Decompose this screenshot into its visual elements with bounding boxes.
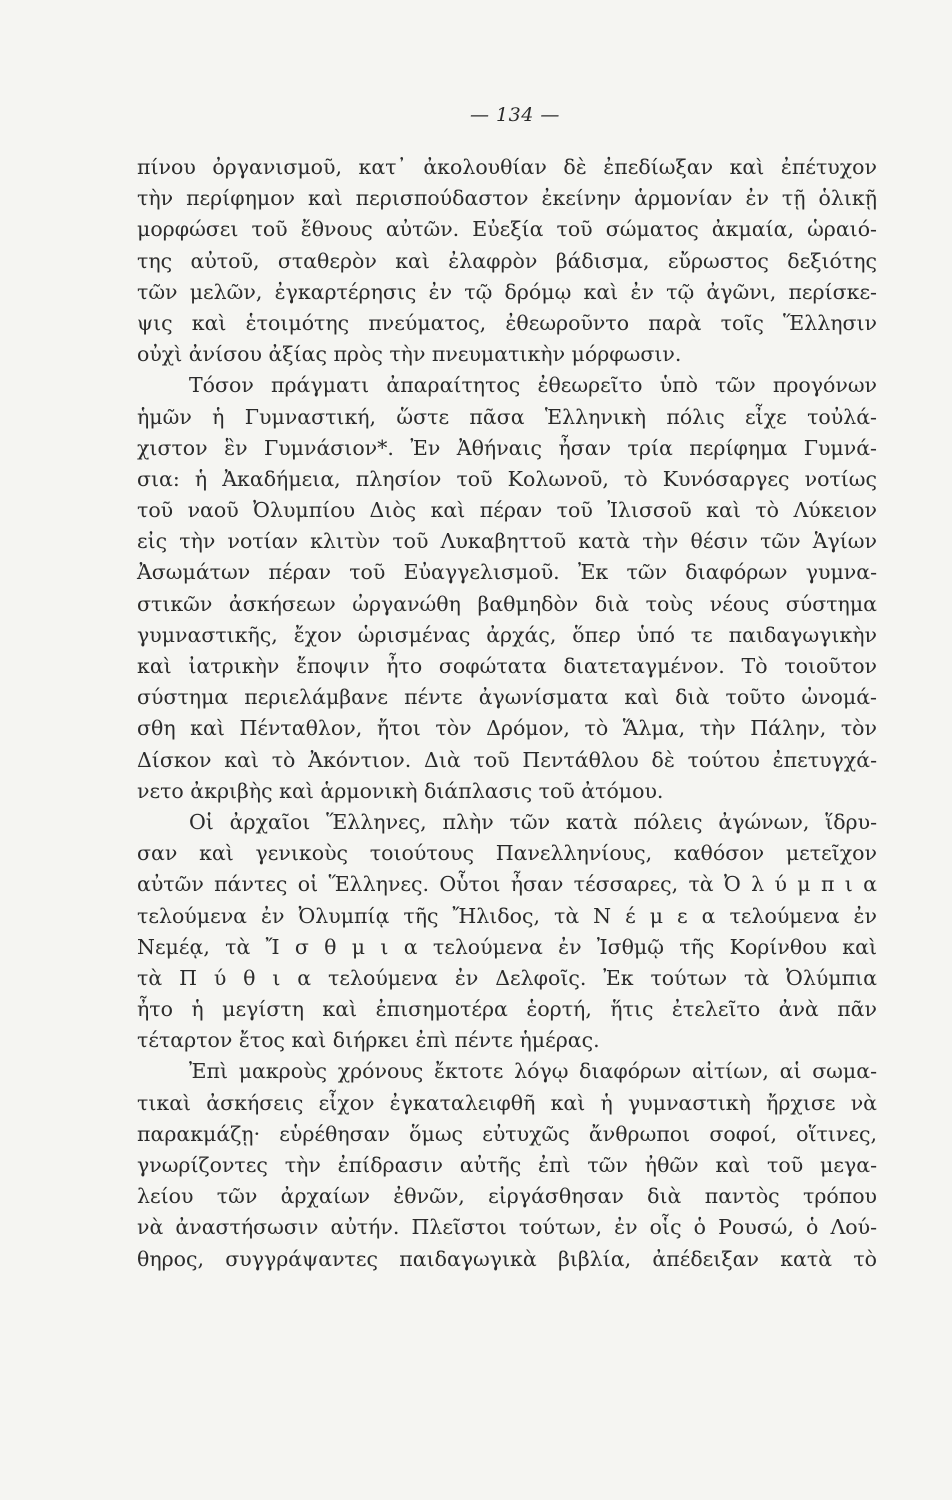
text-line: σαν καὶ γενικοὺς τοιούτους Πανελληνίους, καθόσον μετεῖχον — [137, 841, 877, 866]
text-line: Ἐπὶ μακροὺς χρόνους ἔκτοτε λόγῳ διαφόρων αἰτίων, αἱ σωμα- — [189, 1059, 877, 1084]
page-number: — 134 — — [470, 104, 560, 126]
text-line: στικῶν ἀσκήσεων ὠργανώθη βαθμηδὸν διὰ τοὺς νέους σύστημα — [137, 591, 877, 616]
text-line: τέταρτον ἔτος καὶ διήρκει ἐπὶ πέντε ἡμέρας. — [137, 1028, 600, 1053]
text-line: ψις καὶ ἑτοιμότης πνεύματος, ἐθεωροῦντο παρὰ τοῖς Ἕλλησιν — [137, 310, 877, 335]
text-line: γυμναστικῆς, ἔχον ὡρισμένας ἀρχάς, ὅπερ ὑπό τε παιδαγωγικὴν — [137, 622, 877, 647]
text-line: εἰς τὴν νοτίαν κλιτὺν τοῦ Λυκαβηττοῦ κατὰ τὴν θέσιν τῶν Ἁγίων — [137, 529, 877, 554]
body-text — [137, 152, 877, 1275]
text-line: μορφώσει τοῦ ἔθνους αὐτῶν. Εὐεξία τοῦ σώματος ἀκμαία, ὡραιό- — [137, 217, 877, 242]
text-line: οὐχὶ ἀνίσου ἀξίας πρὸς τὴν πνευματικὴν μόρφωσιν. — [137, 342, 682, 367]
text-line: χιστον ἓν Γυμνάσιον*. Ἐν Ἀθήναις ἦσαν τρία περίφημα Γυμνά- — [137, 435, 877, 460]
text-line: σια: ἡ Ἀκαδήμεια, πλησίον τοῦ Κολωνοῦ, τὸ Κυνόσαργες νοτίως — [137, 466, 877, 491]
text-line: σύστημα περιελάμβανε πέντε ἀγωνίσματα καὶ διὰ τοῦτο ὠνομά- — [137, 685, 877, 710]
text-line: τῶν μελῶν, ἐγκαρτέρησις ἐν τῷ δρόμῳ καὶ ἐν τῷ ἀγῶνι, περίσκε- — [137, 279, 877, 304]
text-line: Νεμέᾳ, τὰ Ἴ σ θ μ ι α τελούμενα ἐν Ἰσθμῷ τῆς Κορίνθου καὶ — [137, 934, 877, 959]
text-line: γνωρίζοντες τὴν ἐπίδρασιν αὐτῆς ἐπὶ τῶν ἠθῶν καὶ τοῦ μεγα- — [137, 1153, 877, 1177]
text-line: πίνου ὀργανισμοῦ, κατ᾽ ἀκολουθίαν δὲ ἐπεδίωξαν καὶ ἐπέτυχον — [137, 155, 877, 179]
text-line: αὐτῶν πάντες οἱ Ἕλληνες. Οὗτοι ἦσαν τέσσαρες, τὰ Ὀ λ ύ μ π ι α — [137, 872, 877, 897]
text-line: τὰ Π ύ θ ι α τελούμενα ἐν Δελφοῖς. Ἐκ τούτων τὰ Ὀλύμπια — [137, 965, 877, 990]
text-line: παρακμάζῃ· εὑρέθησαν ὅμως εὐτυχῶς ἄνθρωποι σοφοί, οἵτινες, — [137, 1121, 877, 1146]
text-line: τελούμενα ἐν Ὀλυμπίᾳ τῆς Ἤλιδος, τὰ Ν έ μ ε α τελούμενα ἐν — [137, 903, 877, 928]
text-line: λείου τῶν ἀρχαίων ἐθνῶν, εἰργάσθησαν διὰ παντὸς τρόπου — [137, 1184, 877, 1209]
text-line: θηρος, συγγράψαντες παιδαγωγικὰ βιβλία, ἀπέδειξαν κατὰ τὸ — [137, 1246, 877, 1271]
text-line: τικαὶ ἀσκήσεις εἶχον ἐγκαταλειφθῆ καὶ ἡ γυμναστικὴ ἤρχισε νὰ — [137, 1090, 877, 1115]
text-line: ἡμῶν ἡ Γυμναστική, ὥστε πᾶσα Ἑλληνικὴ πόλις εἶχε τοὐλά- — [137, 404, 877, 429]
text-line: σθη καὶ Πένταθλον, ἤτοι τὸν Δρόμον, τὸ Ἅλμα, τὴν Πάλην, τὸν — [137, 716, 877, 741]
text-line: Δίσκον καὶ τὸ Ἀκόντιον. Διὰ τοῦ Πεντάθλου δὲ τούτου ἐπετυγχά- — [137, 747, 877, 772]
text-line: νετο ἀκριβὴς καὶ ἁρμονικὴ διάπλασις τοῦ ἀτόμου. — [137, 778, 664, 803]
text-line: τὴν περίφημον καὶ περισπούδαστον ἐκείνην ἁρμονίαν ἐν τῇ ὁλικῇ — [137, 186, 877, 211]
text-line: της αὐτοῦ, σταθερὸν καὶ ἐλαφρὸν βάδισμα, εὔρωστος δεξιότης — [137, 248, 877, 273]
text-line: ἦτο ἡ μεγίστη καὶ ἐπισημοτέρα ἑορτή, ἥτις ἐτελεῖτο ἀνὰ πᾶν — [137, 997, 877, 1022]
text-line: καὶ ἰατρικὴν ἔποψιν ἦτο σοφώτατα διατεταγμένον. Τὸ τοιοῦτον — [137, 654, 877, 678]
text-line: τοῦ ναοῦ Ὀλυμπίου Διὸς καὶ πέραν τοῦ Ἰλισσοῦ καὶ τὸ Λύκειον — [137, 498, 877, 523]
text-line: Οἱ ἀρχαῖοι Ἕλληνες, πλὴν τῶν κατὰ πόλεις ἀγώνων, ἵδρυ- — [189, 809, 877, 834]
text-line: Τόσον πράγματι ἀπαραίτητος ἐθεωρεῖτο ὑπὸ τῶν προγόνων — [189, 373, 877, 398]
text-line: Ἀσωμάτων πέραν τοῦ Εὐαγγελισμοῦ. Ἐκ τῶν διαφόρων γυμνα- — [137, 560, 877, 585]
text-line: νὰ ἀναστήσωσιν αὐτήν. Πλεῖστοι τούτων, ἐν οἷς ὁ Ρουσώ, ὁ Λού- — [137, 1215, 877, 1240]
